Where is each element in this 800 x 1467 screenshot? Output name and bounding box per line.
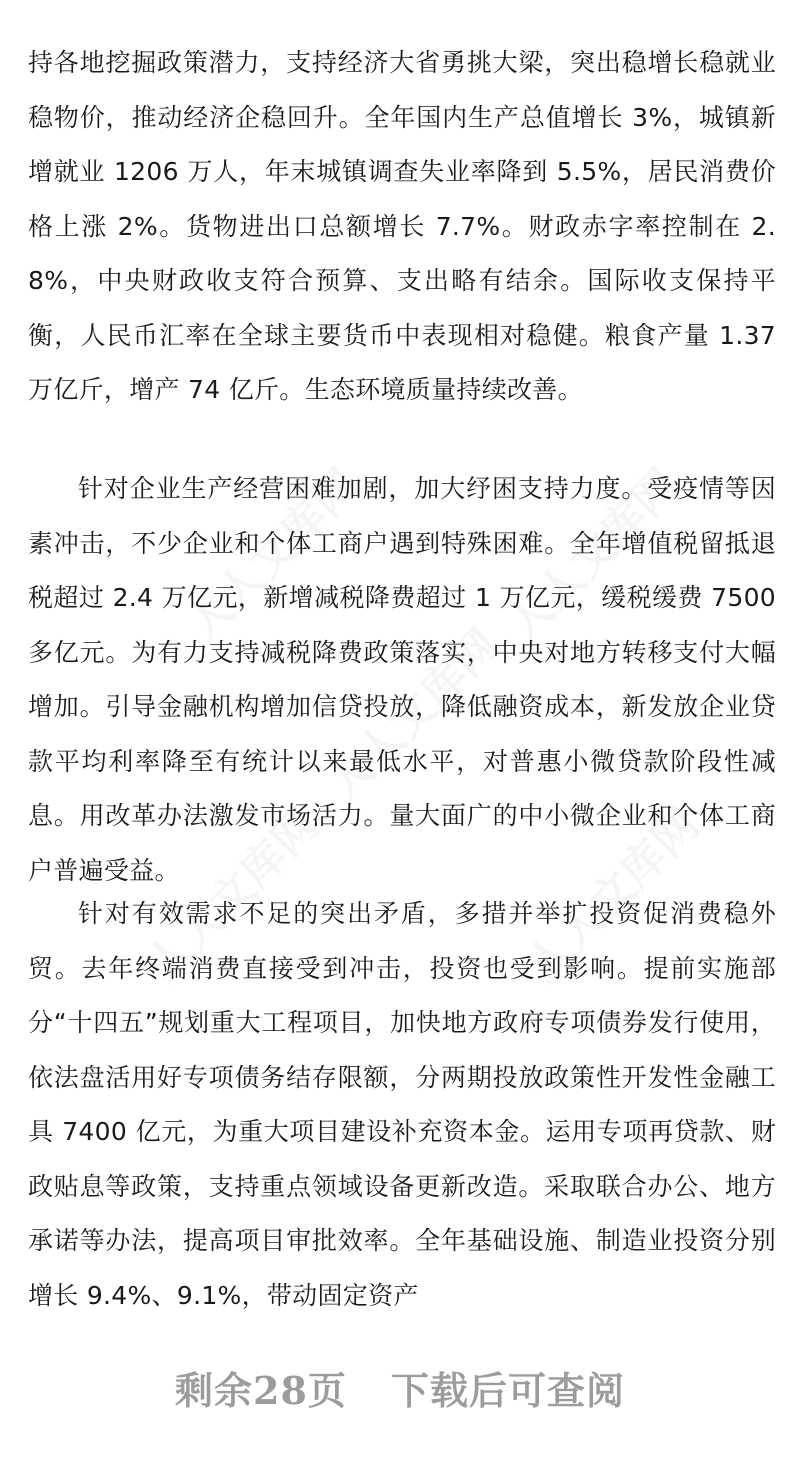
body-paragraph: 持各地挖掘政策潜力，支持经济大省勇挑大梁，突出稳增长稳就业稳物价，推动经济企稳回升。全年国内生产总值增长 3%，城镇新增就业 1206 万人，年末城镇调查失业率降到 5.5%，居民消费价格上涨 2%。货物进出口总额增长 7.7%。财政赤字率控制在 2.8%，中央财政收支符合预算、支出略有结余。国际收支保持平衡，人民币汇率在全球主要货币中表现相对稳健。粮食产量 1.37 万亿斤，增产 74 亿斤。生态环境质量持续改善。	[28, 48, 776, 404]
watermark: 人人文库网	[137, 799, 329, 991]
download-to-view-label: 下载后可查阅	[390, 1368, 625, 1413]
watermark: 人人文库网	[177, 459, 369, 651]
watermark: 人人文库网	[517, 799, 709, 991]
watermark: 人人文库网	[497, 459, 689, 651]
body-paragraph: 针对企业生产经营困难加剧，加大纾困支持力度。受疫情等因素冲击，不少企业和个体工商户遇到特殊困难。全年增值税留抵退税超过 2.4 万亿元，新增减税降费超过 1 万亿元，缓税缓费 7500 多亿元。为有力支持减税降费政策落实，中央对地方转移支付大幅增加。引导金融机构增加信贷投放，降低融资成本，新发放企业贷款平均利率降至有统计以来最低水平，对普惠小微贷款阶段性减息。用改革办法激发市场活力。量大面广的中小微企业和个体工商户普遍受益。	[28, 474, 776, 885]
watermark: 人人文库网	[317, 619, 509, 811]
download-prompt-banner[interactable]	[0, 1360, 800, 1415]
body-paragraph: 针对有效需求不足的突出矛盾，多措并举扩投资促消费稳外贸。去年终端消费直接受到冲击，投资也受到影响。提前实施部分“十四五”规划重大工程项目，加快地方政府专项债券发行使用，依法盘活用好专项债务结存限额，分两期投放政策性开发性金融工具 7400 亿元，为重大项目建设补充资本金。运用专项再贷款、财政贴息等政策，支持重点领域设备更新改造。采取联合办公、地方承诺等办法，提高项目审批效率。全年基础设施、制造业投资分别增长 9.4%、9.1%，带动固定资产	[28, 899, 776, 1310]
remaining-pages-label: 剩余28页	[175, 1368, 347, 1413]
